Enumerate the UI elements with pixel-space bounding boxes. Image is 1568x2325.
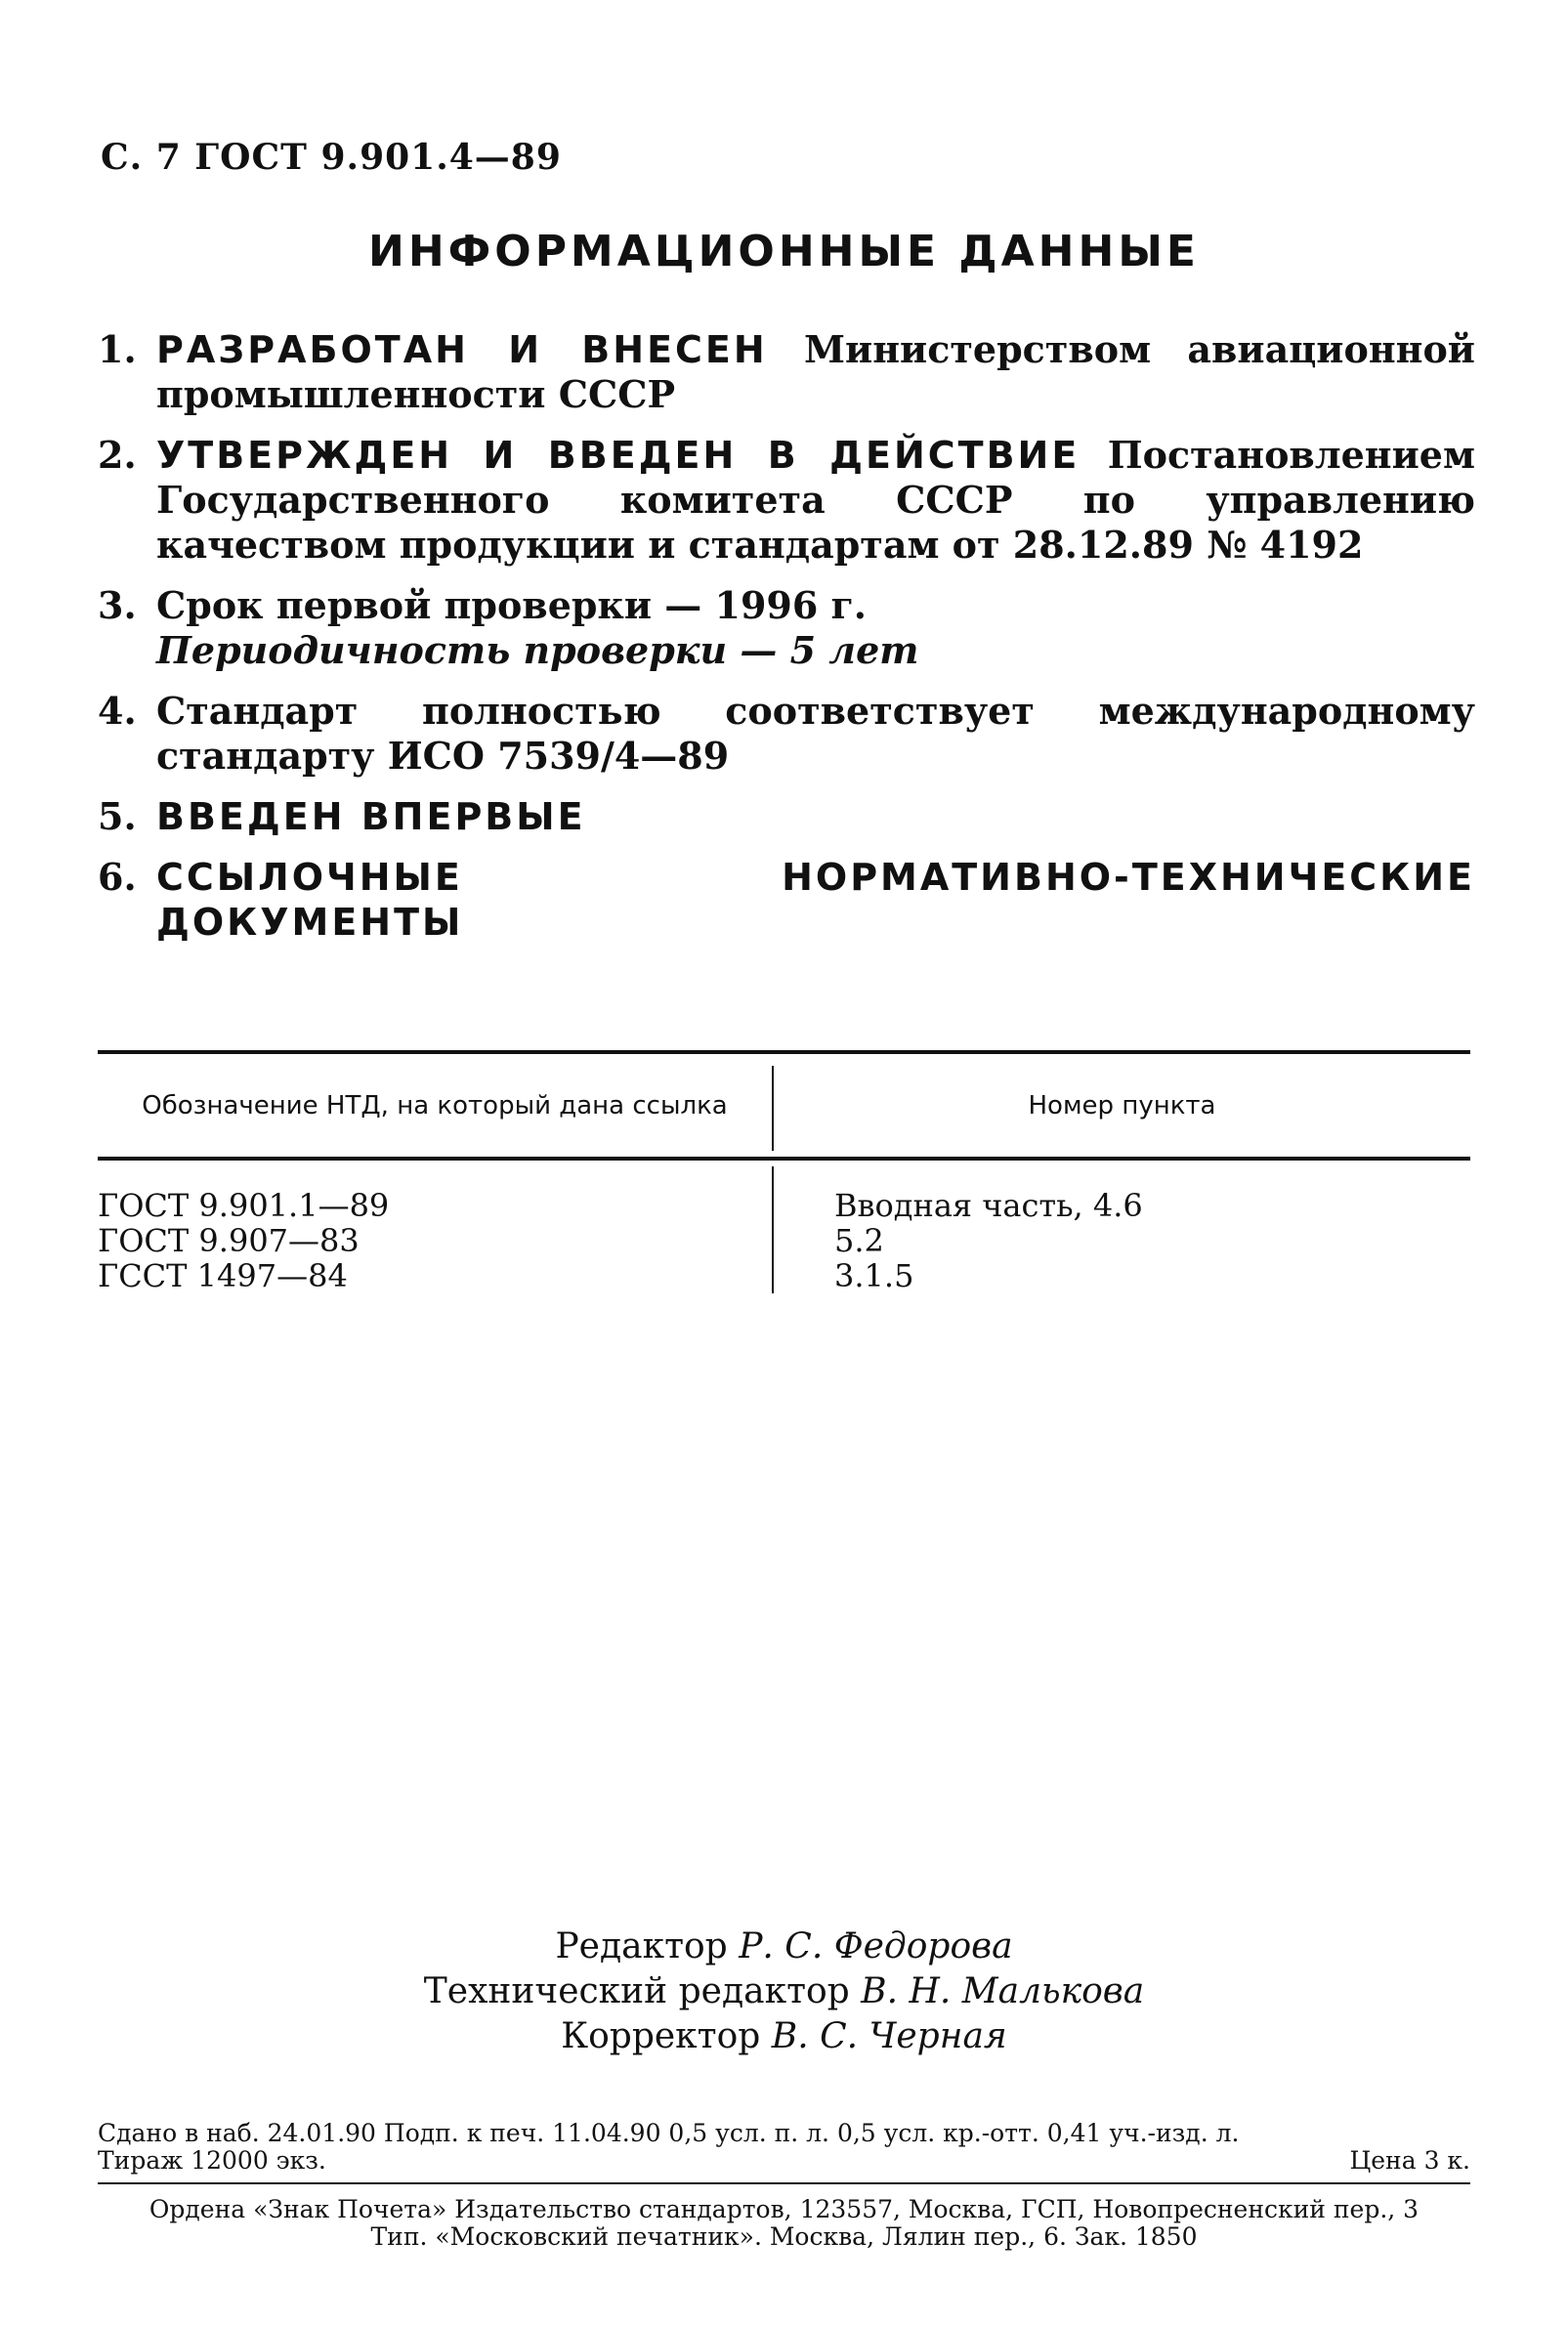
imprint-block — [98, 2120, 1470, 2251]
table-header — [98, 1054, 1470, 1157]
item-caption: ВВЕДЕН ВПЕРВЫЕ — [156, 795, 586, 838]
imprint-print-details: Сдано в наб. 24.01.90 Подп. к печ. 11.04.90 0,5 усл. п. л. 0,5 усл. кр.-отт. 0,41 уч.-изд. л. — [98, 2119, 1240, 2147]
item-number: 1. — [98, 327, 137, 371]
item-caption: УТВЕРЖДЕН И ВВЕДЕН В ДЕЙСТВИЕ — [156, 434, 1081, 477]
check-period-line: Периодичность проверки — 5 лет — [156, 628, 919, 672]
item-number: 6. — [98, 855, 137, 899]
print-run: Тираж 12000 экз. — [98, 2146, 326, 2175]
section-title: ИНФОРМАЦИОННЫЕ ДАННЫЕ — [368, 227, 1200, 276]
table-cell-doc: ГССТ 1497—84 — [98, 1257, 348, 1294]
publisher-line: Ордена «Знак Почета» Издательство стандартов, 123557, Москва, ГСП, Новопресненский пер., 3 — [148, 2195, 1420, 2223]
table-cell-doc: ГОСТ 9.907—83 — [98, 1222, 360, 1259]
corrector-name: В. С. Черная — [771, 2016, 1007, 2056]
editor-label: Редактор — [555, 1926, 728, 1966]
info-items-list — [98, 327, 1475, 960]
corrector-line — [0, 2014, 1568, 2059]
editor-name: Р. С. Федорова — [739, 1926, 1013, 1966]
tech-editor-line — [0, 1969, 1568, 2014]
info-item-2 — [98, 433, 1475, 568]
first-check-line: Срок первой проверки — 1996 г. — [156, 583, 868, 627]
column-header-document: Обозначение НТД, на который дана ссылка — [142, 1090, 728, 1120]
item-number: 5. — [98, 794, 137, 838]
page-header: С. 7 ГОСТ 9.901.4—89 — [101, 137, 562, 178]
table-cell-clause: Вводная часть, 4.6 — [834, 1187, 1143, 1224]
tech-editor-name: В. Н. Малькова — [861, 1971, 1145, 2011]
printer-line: Тип. «Московский печатник». Москва, Лялин пер., 6. Зак. 1850 — [370, 2222, 1198, 2251]
item-text — [156, 583, 1475, 673]
item-number: 3. — [98, 583, 137, 627]
tech-editor-label: Технический редактор — [423, 1971, 850, 2011]
credits-block — [0, 1924, 1568, 2059]
corrector-label: Корректор — [561, 2016, 761, 2056]
table-cell-clause: 3.1.5 — [834, 1257, 914, 1294]
info-item-1 — [98, 327, 1475, 417]
item-text — [156, 794, 1475, 839]
column-header-clause: Номер пункта — [1028, 1090, 1216, 1120]
item-number: 4. — [98, 689, 137, 733]
item-text — [156, 327, 1475, 417]
info-item-6 — [98, 855, 1475, 945]
info-item-4 — [98, 689, 1475, 779]
table-body — [98, 1161, 1470, 1293]
info-item-3 — [98, 583, 1475, 673]
table-cell-doc: ГОСТ 9.901.1—89 — [98, 1187, 390, 1224]
document-column — [98, 1188, 772, 1293]
item-number: 2. — [98, 433, 137, 477]
item-body: Постановлением Государственного комитета СССР по управлению качеством продукции и стандартам от 28.12.89 № 4192 — [156, 433, 1475, 567]
item-text — [156, 855, 1475, 945]
item-text: Стандарт полностью соответствует международному стандарту ИСО 7539/4—89 — [156, 689, 1475, 778]
item-caption: ССЫЛОЧНЫЕ НОРМАТИВНО-ТЕХНИЧЕСКИЕ ДОКУМЕНТЫ — [156, 856, 1475, 944]
clause-column — [774, 1188, 1470, 1293]
price: Цена 3 к. — [1349, 2146, 1470, 2175]
imprint-rule — [98, 2182, 1470, 2184]
reference-table — [98, 1050, 1470, 1293]
info-item-5 — [98, 794, 1475, 839]
editor-line — [0, 1924, 1568, 1969]
item-caption: РАЗРАБОТАН И ВНЕСЕН — [156, 328, 768, 371]
item-body: Министерством авиационной промышленности СССР — [156, 327, 1475, 416]
imprint-run-row — [98, 2147, 1470, 2175]
table-cell-clause: 5.2 — [834, 1222, 884, 1259]
item-text — [156, 433, 1475, 568]
